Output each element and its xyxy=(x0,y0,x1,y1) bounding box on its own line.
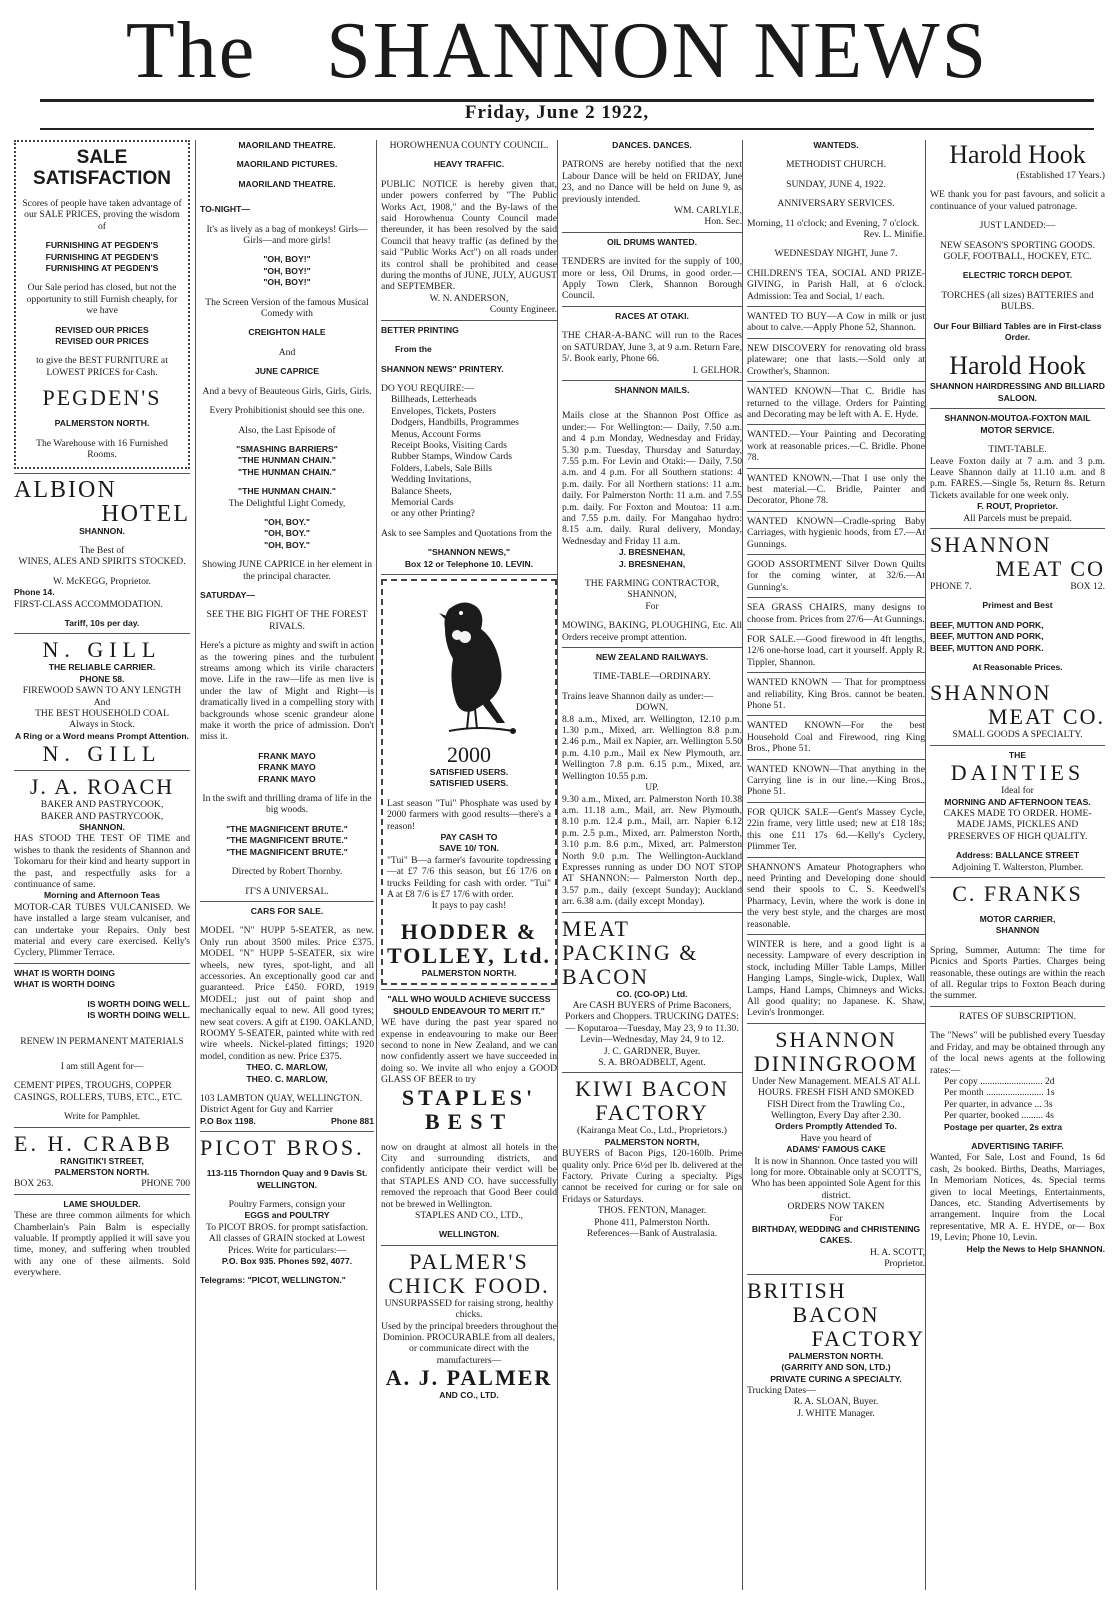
ad-text: Have you heard of xyxy=(800,1132,872,1144)
ad-text: The Best of xyxy=(79,544,125,556)
classified-ad: WANTED KNOWN—That C. Bridle has returned to the village. Orders for Painting and Decorating may be left with A. E. Hyde. xyxy=(747,386,925,420)
ad-text: BAKER AND PASTRYCOOK, xyxy=(40,810,164,822)
ad-text: Primest and Best xyxy=(982,600,1053,611)
ad-text: For xyxy=(645,600,659,612)
ad-text: ELECTRIC TORCH DEPOT. xyxy=(962,270,1073,281)
ad-text: (GARRITY AND SON, LTD.) xyxy=(781,1362,891,1373)
ad-text: MOWING, BAKING, PLOUGHING, Etc. All Orders receive prompt attention. xyxy=(562,620,742,643)
ad-heading: CARS FOR SALE. xyxy=(250,905,324,916)
ad-text: FURNISHING AT PEGDEN'S xyxy=(45,240,159,251)
ad-text: UNSURPASSED for raising strong, healthy chicks. xyxy=(384,1297,554,1321)
ad-text: DOWN. xyxy=(635,702,669,714)
tui-phosphate-ad xyxy=(381,579,557,985)
ad-heading: PEGDEN'S xyxy=(42,385,162,411)
dateline: Friday, June 2 1922, xyxy=(464,102,650,123)
ad-text: "THE MAGNIFICENT BRUTE." xyxy=(226,823,348,834)
ad-text: UP. xyxy=(645,782,659,794)
ad-text: Ideal for xyxy=(1001,785,1034,797)
ad-text: Telegrams: "PICOT, WELLINGTON." xyxy=(200,1275,346,1286)
ad-heading: PALMER'S xyxy=(409,1248,529,1274)
ad-text: 113-115 Thorndon Quay and 9 Davis St. WELLINGTON. xyxy=(206,1168,368,1190)
list-item: Billheads, Letterheads xyxy=(391,394,477,406)
ad-text: THEO. C. MARLOW, xyxy=(246,1073,328,1084)
ad-text: "OH, BOY!" xyxy=(263,265,311,276)
ad-text: TO-NIGHT— xyxy=(200,204,250,215)
ad-text: FRANK MAYO xyxy=(258,773,316,784)
ad-text: P.O Box 1198. xyxy=(200,1115,256,1126)
column-2 xyxy=(195,140,374,1590)
ad-text: ADAMS' FAMOUS CAKE xyxy=(786,1144,886,1155)
pegdens-ad xyxy=(14,140,190,469)
ad-heading: RACES AT OTAKI. xyxy=(615,310,689,321)
ad-text: Leave Foxton daily at 7 a.m. and 3 p.m. Leave Shannon daily at 11.10 a.m. and 8 p.m. FARES.—Single 5s, Return 8s. Return Tickets available for one week only. xyxy=(930,455,1105,501)
ad-text: "OH, BOY." xyxy=(264,539,310,550)
list-item: Dodgers, Handbills, Programmes xyxy=(391,417,519,429)
ad-heading: HOROWHENUA COUNTY COUNCIL. xyxy=(389,140,549,151)
ad-text: PALMERSTON NORTH. xyxy=(54,418,150,429)
ad-text: JUNE CAPRICE xyxy=(255,366,319,377)
ad-text: 8.8 a.m., Mixed, arr. Wellington, 12.10 p.m. 1.30 p.m., Mixed, arr. Wellington 8.8 p.m. 2.46 p.m., Mail ex Napier, arr. Wellington 5.50 p.m. 4.10 p.m., Mail ex New Plymouth, arr. Wellington 7.8 p.m. 6.15 p.m., Mixed, arr. Wellington 10.55 p.m. xyxy=(562,713,742,782)
ad-text: PALMERSTON NORTH, xyxy=(604,1136,700,1147)
ad-heading: Harold Hook xyxy=(949,140,1086,169)
ad-text: Showing JUNE CAPRICE in her element in the principal character. xyxy=(201,559,372,582)
ad-text: 9.30 a.m., Mixed, arr. Palmerston North 10.38 a.m. 11.18 a.m., Mail, arr. New Plymouth, 8.10 p.m. 12.4 p.m., Mail, arr. Napier 6.12 p.m. 2.5 p.m., Mixed, arr. Palmerston North, 3.10 p.m. 8.6 p.m., Mixed, arr. Palmerston North 9.0 p.m. The Wellington-Auckland Expresses running as under DO NOT STOP AT SHANNON:— Palmerston North dep., 3.57 p.m., daily (except Sunday); Auckland arr. 6.38 a.m. (daily except Monday). xyxy=(562,793,742,908)
ad-text: WM. CARLYLE, xyxy=(673,205,742,217)
ad-text: SATURDAY— xyxy=(200,589,255,600)
ad-text: To PICOT BROS. for prompt satisfaction. All classes of GRAIN stocked at Lowest Prices. Write for particulars:— xyxy=(206,1221,368,1256)
classified-ad: WINTER is here, and a good light is a necessity. Lampware of every description in stock, including Miller Table Lamps, Miller Hanging Lamps, Single-wick, Duplex, Wall Lamps, Hand Lamps, Chimneys and Wicks. All good quality; no Japanese. K. Shaw, Levin's Ironmonger. xyxy=(747,938,925,1019)
ad-text: BOX 263. xyxy=(14,1178,54,1190)
ad-text: Here's a picture as mighty and swift in action as the towering pines and the turbulent streams among which its virile characters move. Life in the raw—life as men live is under the law of Might and Right—is dramatically lived in a compelling story with backgrounds whose scenic grandeur alone make it worth the price of admission. Don't miss it. xyxy=(200,640,374,743)
ad-text: FIREWOOD SAWN TO ANY LENGTH xyxy=(22,685,182,697)
ad-text: (Kairanga Meat Co., Ltd., Proprietors.) xyxy=(577,1125,727,1137)
list-item: Rubber Stamps, Window Cards xyxy=(391,451,512,463)
ad-text: Directed by Robert Thornby. xyxy=(231,866,343,878)
ad-text: Spring, Summer, Autumn: The time for Picnics and Sports Parties. Charges being reasonable, these outings are within the reach of all. Regular trips to Foxton Beach during the summer. xyxy=(930,944,1105,1002)
ad-heading: SHANNON MAILS. xyxy=(614,384,690,395)
ad-text: All Parcels must be prepaid. xyxy=(963,512,1072,524)
ad-text: The Screen Version of the famous Musical Comedy with xyxy=(205,296,369,320)
ad-text: It is now in Shannon. Once tasted you will long for more. Obtainable only at SCOTT'S, Who has been appointed Sole Agent for this district. xyxy=(750,1155,922,1201)
ad-text: R. A. SLOAN, Buyer. xyxy=(793,1396,879,1408)
ad-text: Also, the Last Episode of xyxy=(238,424,336,436)
ad-text: Morning and Afternoon Teas xyxy=(43,890,160,901)
ad-text: MORNING AND AFTERNOON TEAS. xyxy=(944,796,1091,807)
ad-text: THE BEST HOUSEHOLD COAL xyxy=(35,707,169,719)
classified-ad: WANTED KNOWN—That anything in the Carrying line is in our line.—King Bros., Phone 51. xyxy=(747,763,925,798)
ad-text: SAVE 10/ TON. xyxy=(439,843,499,854)
classified-ad: SHANNON'S Amateur Photographers who need Printing and Developing done should send their spools to C. S. Keedwell's Pharmacy, Levin, where the work is done in the very best style, and the charges are most reasonable. xyxy=(747,861,925,930)
ad-text: S. A. BROADBELT, Agent. xyxy=(598,1057,706,1068)
ad-text: Ask to see Samples and Quotations from the xyxy=(381,527,552,539)
ad-text: Write for Pamphlet. xyxy=(63,1111,141,1123)
ad-text: "THE HUNMAN CHAIN." xyxy=(238,466,336,477)
ad-text: SHANNON HAIRDRESSING AND BILLIARD SALOON. xyxy=(930,381,1105,403)
list-item: Folders, Labels, Sale Bills xyxy=(391,462,492,474)
ad-text: For xyxy=(829,1212,843,1224)
ad-text: TORCHES (all sizes) BATTERIES and BULBS. xyxy=(941,289,1094,313)
ad-heading: MAORILAND THEATRE. xyxy=(238,178,336,189)
ad-text: Last season "Tui" Phosphate was used by 2000 farmers with good results—there's a reason! xyxy=(387,797,551,832)
ad-text: Trucking Dates— xyxy=(747,1384,816,1396)
ad-text: And xyxy=(93,696,111,708)
ad-heading: LAME SHOULDER. xyxy=(63,1198,141,1209)
ad-text: BAKER AND PASTRYCOOK, xyxy=(40,799,164,811)
ad-text: STAPLES AND CO., LTD., xyxy=(415,1209,523,1221)
list-item: Envelopes, Tickets, Posters xyxy=(391,405,497,417)
ad-text: BEEF, MUTTON AND PORK, xyxy=(930,619,1044,630)
ad-text: PALMERSTON NORTH. xyxy=(788,1350,884,1361)
ad-text: I am still Agent for— xyxy=(60,1060,144,1072)
ad-text: The Delightful Light Comedy, xyxy=(228,497,346,509)
classified-ad: WANTED KNOWN—Cradle-spring Baby Carriages, with hygienic hoods, from £7.—At Gunnings. xyxy=(747,515,925,550)
ad-text: It's as lively as a bag of monkeys! Girls—Girls—and more girls! xyxy=(206,223,368,247)
column-1 xyxy=(14,140,190,1590)
ad-text: WINES, ALES AND SPIRITS STOCKED. xyxy=(18,556,186,568)
ad-heading: FACTORY xyxy=(811,1325,925,1351)
ad-heading: FACTORY xyxy=(595,1100,709,1126)
ad-text: Tariff, 10s per day. xyxy=(64,617,140,628)
ad-text: 103 LAMBTON QUAY, WELLINGTON. District Agent for Guy and Karrier xyxy=(200,1093,363,1116)
ad-text: Address: BALLANCE STREET xyxy=(955,850,1080,861)
ad-heading: BETTER PRINTING xyxy=(381,324,459,335)
ad-heading: DAINTIES xyxy=(950,760,1085,786)
ad-heading: KIWI BACON xyxy=(575,1076,729,1102)
ad-heading: MAORILAND PICTURES. xyxy=(236,159,338,170)
ad-text: SHANNON NEWS" PRINTERY. xyxy=(381,363,504,374)
ad-text: WE have during the past year spared no expense in endeavouring to make our Beer second to none in New Zealand, and we can now confidently assert we have succeeded in doing so. We invite all who enjoy a GOOD GLASS OF BEER to try xyxy=(381,1017,557,1086)
ad-text: FRANK MAYO xyxy=(258,762,316,773)
ad-text: SEE THE BIG FIGHT OF THE FOREST RIVALS. xyxy=(206,609,368,632)
ad-text: It pays to pay cash! xyxy=(431,900,507,912)
ad-text: SHANNON xyxy=(995,925,1040,936)
ad-heading: "ALL WHO WOULD ACHIEVE SUCCESS SHOULD ENDEAVOUR TO MERIT IT." xyxy=(387,994,551,1016)
ad-text: J. WHITE Manager. xyxy=(797,1407,875,1419)
ad-heading: TOLLEY, Ltd. xyxy=(387,942,552,968)
ad-text: CO. (CO-OP.) Ltd. xyxy=(616,988,688,999)
ad-text: TIMT-TABLE. xyxy=(988,444,1047,456)
ad-heading: NEW ZEALAND RAILWAYS. xyxy=(595,652,709,663)
ad-text: "SMASHING BARRIERS" xyxy=(236,443,338,454)
ad-text: Phone 14. xyxy=(14,587,55,598)
ad-text: IS WORTH DOING WELL. xyxy=(87,998,190,1009)
classified-ad: SEA GRASS CHAIRS, many designs to choose from. Prices from 27/6—At Gunnings. xyxy=(747,602,925,625)
masthead-rule xyxy=(40,128,1094,130)
ad-heading: N. GILL xyxy=(42,637,162,663)
ad-text: RENEW IN PERMANENT MATERIALS xyxy=(20,1035,184,1047)
ad-text: Poultry Farmers, consign your xyxy=(228,1199,346,1211)
classified-ad: FOR QUICK SALE—Gent's Massey Cycle, 22in frame, very little used; new at £18 18s; this one £11 17s 6d.—Kelly's Cyclery, Plimmer Ter. xyxy=(747,806,925,853)
ad-heading: 2000 xyxy=(447,742,491,767)
ad-text: County Engineer. xyxy=(489,304,557,316)
ad-text: Trains leave Shannon daily as under:— xyxy=(562,690,714,702)
ad-text: Mails close at the Shannon Post Office as under:— For Wellington:— Daily, 7.50 a.m. and 4 p.m Monday, Wednesday and Friday, 5.30 p.m. Tuesday, Thursday and Saturday, 7.55 p.m. For Levin and Otaki:— Daily, 7.50 a.m. and 4 p.m. For all Southern stations: 4 p.m. daily. For all Northern stations: 11 a.m. daily. For Palmerston North: 11 a.m. and 7.55 p.m. daily. For Foxton and Moutoa: 11 a.m. and 7.55 p.m. daily. For Mangahao hydro: 8.15 a.m. daily. Rural delivery, Monday, Wednesday and Friday 11 a.m. xyxy=(562,410,742,547)
ad-text: PUBLIC NOTICE is hereby given that, under powers conferred by "The Public Works Act, 1908," and the By-laws of the said Horowhenua County Council made thereunder, it has been resolved by the said Council that heavy traffic (as defined by the said "Public Works Act") on all roads under its control shall be prohibited and cease during the months of JUNE, JULY, AUGUST and SEPTEMBER. xyxy=(381,178,557,293)
list-item: Receipt Books, Visiting Cards xyxy=(391,439,507,451)
ad-text: THEO. C. MARLOW, xyxy=(246,1062,328,1073)
ad-text: SATISFIED USERS. xyxy=(429,778,509,789)
ad-text: FIRST-CLASS ACCOMMODATION. xyxy=(14,598,163,610)
ad-heading: DANCES. DANCES. xyxy=(612,140,692,150)
ad-text: Proprietor. xyxy=(884,1258,925,1270)
ad-text: NEW SEASON'S SPORTING GOODS. GOLF, FOOTBALL, HOCKEY, ETC. xyxy=(939,239,1096,263)
ad-text: Our Four Billiard Tables are in First-class Order. xyxy=(933,320,1102,343)
ad-text: JUST LANDED:— xyxy=(979,220,1056,232)
list-item: Wedding Invitations, xyxy=(391,474,472,486)
ad-heading: WANTEDS. xyxy=(813,140,859,150)
ad-text: "THE HUNMAN CHAIN." xyxy=(238,486,336,497)
ad-text: "THE MAGNIFICENT BRUTE." xyxy=(226,846,348,857)
ad-text: REVISED OUR PRICES xyxy=(55,324,149,335)
ad-heading: N. GILL xyxy=(42,741,162,767)
rate-item: Per quarter, booked ......... 4s xyxy=(944,1110,1054,1122)
ad-text: From the xyxy=(395,344,432,355)
tui-bird-illustration xyxy=(409,589,529,739)
ad-text: SHANNON. xyxy=(79,822,125,832)
classified-ad: FOR SALE.—Good firewood in 4ft lengths, 12/6 one-horse load, cart it yourself. Apply R. Tippler, Shannon. xyxy=(747,634,925,668)
ad-text: RANGITIK'I STREET, xyxy=(60,1155,144,1166)
ad-text: CEMENT PIPES, TROUGHS, COPPER CASINGS, ROLLERS, TUBS, ETC., ETC. xyxy=(14,1080,183,1103)
ad-heading: BRITISH xyxy=(747,1277,847,1303)
ad-text: FURNISHING AT PEGDEN'S xyxy=(45,251,159,262)
ad-text: PHONE 700 xyxy=(141,1178,190,1190)
ad-heading: ADVERTISING TARIFF. xyxy=(971,1140,1064,1151)
ad-heading: RATES OF SUBSCRIPTION. xyxy=(958,1010,1077,1022)
ad-heading: BEST xyxy=(424,1108,514,1134)
ad-heading: Harold Hook xyxy=(949,351,1086,381)
ad-heading: C. FRANKS xyxy=(952,881,1083,907)
ad-text: "THE MAGNIFICENT BRUTE." xyxy=(226,835,348,846)
ad-text: F. ROUT, Proprietor. xyxy=(977,501,1058,512)
ad-text: PALMERSTON NORTH. xyxy=(421,967,517,978)
classified-ad: NEW DISCOVERY for renovating old brass plateware; one that lasts.—Sold only at Crowther's, Shannon. xyxy=(747,342,925,377)
ad-text: Under New Management. MEALS AT ALL HOURS. FRESH FISH AND SMOKED FISH Direct from the Trawling Co., Wellington, Every Day after 2.30. xyxy=(751,1075,921,1121)
list-item: or any other Printing? xyxy=(391,508,475,520)
ad-text: And xyxy=(278,346,296,358)
ad-text: MODEL "N" HUPP 5-SEATER, as new. Only run about 3500 miles. Price £375. MODEL "N" HUPP 5-SEATER, six wire wheels, new tyres, spot-light, and all accessories. An exceptionally good car and guaranteed. Price £450. FORD, 1919 MODEL; just out of paint shop and mechanically equal to new. All good tyres; new seat covers. A gift at £190. OAKLAND, ROOMY 5-SEATER, painted white with red wire wheels. Nickel-plated fittings; 1920 model, condition as new. Price £375. xyxy=(200,925,374,1062)
ad-text: J. C. GARDNER, Buyer. xyxy=(603,1045,701,1057)
ad-text: Adjoining T. Walterston, Plumber. xyxy=(951,861,1084,873)
ad-text: ANNIVERSARY SERVICES. xyxy=(777,198,895,210)
ad-text: At Reasonable Prices. xyxy=(972,661,1063,672)
ad-text: DO YOU REQUIRE:— xyxy=(381,382,474,394)
ad-text: Phone 411, Palmerston North. xyxy=(594,1216,710,1228)
ad-text: THE RELIABLE CARRIER. xyxy=(48,662,156,673)
ad-text: W. N. ANDERSON, xyxy=(429,292,509,304)
ad-heading: SHANNON xyxy=(930,531,1052,557)
ad-text: Phone 881 xyxy=(331,1115,374,1126)
ad-text: FURNISHING AT PEGDEN'S xyxy=(45,263,159,274)
list-item: Menus, Account Forms xyxy=(391,428,481,440)
ad-heading: SATISFACTION xyxy=(33,168,171,189)
ad-text: (Established 17 Years.) xyxy=(1016,170,1105,181)
ad-text: Wanted, For Sale, Lost and Found, 1s 6d cash, 2s booked. Births, Deaths, Marriages, In Memoriam Notices, 4s. Special terms given to local Meetings, Entertainments, Dances, etc. Standing Advertisements by arrangement. Inquire from the Local representative, MR A. E. HYDE, or— Box 19, Levin; Phone 10, Levin. xyxy=(930,1152,1105,1244)
ad-heading: A. J. PALMER xyxy=(385,1365,553,1391)
ad-text: SHANNON. xyxy=(79,525,125,536)
ad-text: WE thank you for past favours, and solicit a continuance of your valued patronage. xyxy=(930,189,1105,212)
ad-text: "OH, BOY!" xyxy=(263,277,311,288)
ad-text: A Ring or a Word means Prompt Attention. xyxy=(15,730,189,741)
masthead xyxy=(0,0,1114,140)
rate-item: Per month ........................ 1s xyxy=(944,1087,1055,1099)
ad-text: IT'S A UNIVERSAL. xyxy=(245,885,329,897)
ad-text: WHAT IS WORTH DOING xyxy=(14,967,116,978)
classified-ad: WANTED KNOWN — That for promptness and reliability, King Bros. cannot be beaten. Phone 51. xyxy=(747,677,925,712)
ad-heading: J. A. ROACH xyxy=(29,774,175,800)
ad-text: Help the News to Help SHANNON. xyxy=(966,1243,1105,1254)
ad-text: to give the BEST FURNITURE at LOWEST PRICES for Cash. xyxy=(36,355,168,378)
ad-text: BUYERS of Bacon Pigs, 120-160lb. Prime quality only. Price 6½d per lb. delivered at the Factory. Private Curing a specialty. Pigs cannot be received for curing or for sale on Fridays or Saturdays. xyxy=(562,1148,742,1205)
ad-text: SMALL GOODS A SPECIALTY. xyxy=(952,729,1083,741)
classified-ad: GOOD ASSORTMENT Silver Down Quilts for the coming winter, at 32/6.—At Gunning's. xyxy=(747,558,925,593)
ad-text: Are CASH BUYERS of Prime Baconers, Porkers and Choppers. TRUCKING DATES:— Koputaroa—Tuesday, May 23, 9 to 11.30. Levin—Wednesday, May 24, 9 to 12. xyxy=(565,999,739,1046)
ad-heading: SHANNON-MOUTOA-FOXTON MAIL MOTOR SERVICE. xyxy=(944,413,1091,435)
ad-text: The "News" will be published every Tuesday and Friday, and may be obtained through any of the local news agents at the following rates:— xyxy=(930,1030,1105,1076)
ad-heading: HODDER & xyxy=(400,918,538,944)
ad-text: SATISFIED USERS. xyxy=(429,767,509,777)
ad-text: THE FARMING CONTRACTOR, SHANNON, xyxy=(584,578,720,601)
ad-text: References—Bank of Australasia. xyxy=(586,1228,718,1240)
ad-heading: MEAT CO. xyxy=(987,704,1105,730)
ad-text: Rev. L. Minifie. xyxy=(863,229,925,241)
ad-text: J. BRESNEHAN, xyxy=(618,558,686,569)
ad-heading: HOTEL xyxy=(101,500,190,527)
ad-text: These are three common ailments for which Chamberlain's Pain Balm is especially valuable. If promptly applied it will save you time, money, and suffering when troubled with any one of these ailments. Sold everywhere. xyxy=(14,1210,190,1279)
ad-text: "OH, BOY." xyxy=(264,528,310,539)
ad-heading: SHANNON xyxy=(930,680,1052,706)
ad-text: PHONE 7. xyxy=(930,580,972,592)
classified-ad: WANTED KNOWN—For the best Household Coal and Firewood, ring King Bros., Phone 51. xyxy=(747,720,925,755)
ad-text: Always in Stock. xyxy=(69,719,135,731)
ad-text: PRIVATE CURING A SPECIALTY. xyxy=(770,1373,902,1384)
ad-text: "OH, BOY!" xyxy=(263,254,311,265)
ad-heading: MEAT PACKING & BACON xyxy=(562,915,699,989)
ad-heading: E. H. CRABB xyxy=(14,1130,173,1156)
ad-text: W. McKEGG, Proprietor. xyxy=(53,575,151,587)
ad-text: BIRTHDAY, WEDDING and CHRISTENING CAKES. xyxy=(751,1224,921,1246)
printing-list xyxy=(381,394,557,519)
ad-text: PALMERSTON NORTH. xyxy=(54,1166,150,1177)
ad-text: "OH, BOY." xyxy=(264,516,310,527)
ad-text: BEEF, MUTTON AND PORK, xyxy=(930,631,1044,642)
column-5 xyxy=(742,140,925,1590)
ad-text: THE CHAR-A-BANC will run to the Races on SATURDAY, June 3, at 9 a.m. Return Fare, 5/. Book early, Phone 66. xyxy=(562,330,742,365)
column-6 xyxy=(925,140,1105,1590)
ad-text: TENDERS are invited for the supply of 100, more or less, Oil Drums, in good order.—Apply Town Clerk, Shannon Borough Council. xyxy=(562,256,742,302)
ad-text: H. A. SCOTT, xyxy=(870,1246,925,1258)
ad-text: Scores of people have taken advantage of our SALE PRICES, proving the wisdom of xyxy=(22,198,182,232)
ad-text: The Warehouse with 16 Furnished Rooms. xyxy=(36,437,168,461)
classified-ad: WANTED.—Your Painting and Decorating work at reasonable prices.—C. Bridle. Phone 78. xyxy=(747,429,925,464)
rate-item: Postage per quarter, 2s extra xyxy=(944,1121,1062,1132)
ad-heading: OIL DRUMS WANTED. xyxy=(606,236,698,247)
ad-text: METHODIST CHURCH. xyxy=(785,159,887,171)
ad-text: IS WORTH DOING WELL. xyxy=(87,1010,190,1021)
columns xyxy=(14,140,1104,1590)
classified-ad: WANTED KNOWN.—That I use only the best material.—C. Bridle, Painter and Decorator, Phone 78. xyxy=(747,472,925,507)
ad-text: "SHANNON NEWS," xyxy=(427,547,511,558)
list-item: Memorial Cards xyxy=(391,496,454,508)
ad-text: HAS STOOD THE TEST OF TIME and wishes to thank the residents of Shannon and Tokomaru for their kind and hearty support in the past, and respectfully asks for a continuance of same. xyxy=(14,833,190,891)
ad-text: "Tui" B—a farmer's favourite topdressing—at £7 7/6 this season, but £6 17/6 on trucks Feilding for cash with order. "Tui" A at £8 7/6 is £7 17/6 with order. xyxy=(387,854,551,901)
ad-heading: MEAT CO xyxy=(995,555,1105,581)
ad-text: Every Prohibitionist should see this one. xyxy=(209,405,365,417)
ad-text: I. GELHOR. xyxy=(692,364,742,376)
list-item: Balance Sheets, xyxy=(391,485,452,497)
ad-text: MOTOR CARRIER, xyxy=(979,914,1056,925)
ad-text: "THE HUNMAN CHAIN." xyxy=(238,455,336,466)
ad-text: now on draught at almost all hotels in the City and surrounding districts, and confidently anticipate their verdict will be that STAPLES AND CO. have successfully removed the reproach that Good Beer could not be brewed in Wellington. xyxy=(381,1141,557,1210)
ad-heading: ALBION xyxy=(14,476,117,503)
ad-text: P.O. Box 935. Phones 592, 4077. xyxy=(221,1256,353,1267)
ad-text: Hon. Sec. xyxy=(704,216,742,228)
ad-text: ORDERS NOW TAKEN xyxy=(787,1201,885,1213)
ad-text: BEEF, MUTTON AND PORK. xyxy=(930,642,1044,653)
ad-text: WEDNESDAY NIGHT, June 7. xyxy=(774,248,898,260)
ad-heading: DININGROOM xyxy=(753,1050,919,1076)
ad-text: In the swift and thrilling drama of life in the big woods. xyxy=(202,793,372,816)
ad-heading: CHICK FOOD. xyxy=(388,1272,550,1298)
ad-text: CAKES MADE TO ORDER. HOME-MADE JAMS, PICKLES AND PRESERVES OF HIGH QUALITY. xyxy=(943,808,1092,842)
ad-text: PHONE 58. xyxy=(79,673,125,684)
column-3 xyxy=(376,140,557,1590)
ad-text: And a bevy of Beauteous Girls, Girls, Girls. xyxy=(202,385,372,397)
ad-text: WHAT IS WORTH DOING xyxy=(14,979,116,990)
column-4 xyxy=(557,140,742,1590)
ad-heading: STAPLES' xyxy=(401,1084,537,1110)
ad-text: MOTOR-CAR TUBES VULCANISED. We have installed a large steam vulcaniser, and can undertake your Repairs. Only best material and every care exercised. Kelly's Cyclery, Plimmer Terrace. xyxy=(14,901,190,959)
ad-text: THOS. FENTON, Manager. xyxy=(597,1205,707,1217)
ad-text: EGGS and POULTRY xyxy=(244,1210,330,1221)
ad-text: Used by the principal breeders throughout the Dominion. PROCURABLE from all dealers, or communicate direct with the manufacturers— xyxy=(381,1320,557,1366)
ad-text: PATRONS are hereby notified that the next Labour Dance will be held on FRIDAY, June 23, and no Dance will be held on June 9, as previously intended. xyxy=(562,159,742,205)
ad-heading: PICOT BROS. xyxy=(200,1135,365,1161)
ad-text: PAY CASH TO xyxy=(440,832,498,843)
ad-text: WELLINGTON. xyxy=(439,1229,499,1240)
ad-text: Box 12 or Telephone 10. LEVIN. xyxy=(404,558,534,569)
ad-text: Orders Promptly Attended To. xyxy=(775,1121,897,1132)
ad-heading: MAORILAND THEATRE. xyxy=(238,140,336,150)
ad-text: J. BRESNEHAN, xyxy=(618,547,686,558)
ad-text: BOX 12. xyxy=(1070,580,1105,592)
classified-ad: WANTED TO BUY—A Cow in milk or just about to calve.—Apply Phone 52, Shannon. xyxy=(747,311,925,334)
ad-text: Morning, 11 o'clock; and Evening, 7 o'clock. xyxy=(747,217,920,229)
ad-text: CHILDREN'S TEA, SOCIAL AND PRIZE-GIVING, in Parish Hall, at 6 o'clock. Admission: Tea and Social, 1/ each. xyxy=(747,267,925,302)
ad-heading: SHANNON xyxy=(775,1026,897,1052)
ad-text: REVISED OUR PRICES xyxy=(55,336,149,347)
rate-item: Per quarter, in advance ... 3s xyxy=(944,1098,1053,1110)
ad-text: AND CO., LTD. xyxy=(439,1390,499,1401)
rate-item: Per copy .......................... 2d xyxy=(944,1075,1055,1087)
ad-heading: BACON xyxy=(792,1301,880,1327)
ad-text: SUNDAY, JUNE 4, 1922. xyxy=(786,178,886,190)
ad-text: TIME-TABLE—ORDINARY. xyxy=(593,671,711,683)
ad-text: THE xyxy=(1008,749,1027,760)
ad-text: Our Sale period has closed, but not the opportunity to still Furnish cheaply, for we have xyxy=(26,282,178,317)
ad-heading: SALE xyxy=(76,147,128,168)
ad-text: CREIGHTON HALE xyxy=(248,327,326,338)
ad-heading: HEAVY TRAFFIC. xyxy=(433,159,505,170)
newspaper-title: The SHANNON NEWS xyxy=(125,7,989,95)
ad-text: FRANK MAYO xyxy=(258,750,316,761)
